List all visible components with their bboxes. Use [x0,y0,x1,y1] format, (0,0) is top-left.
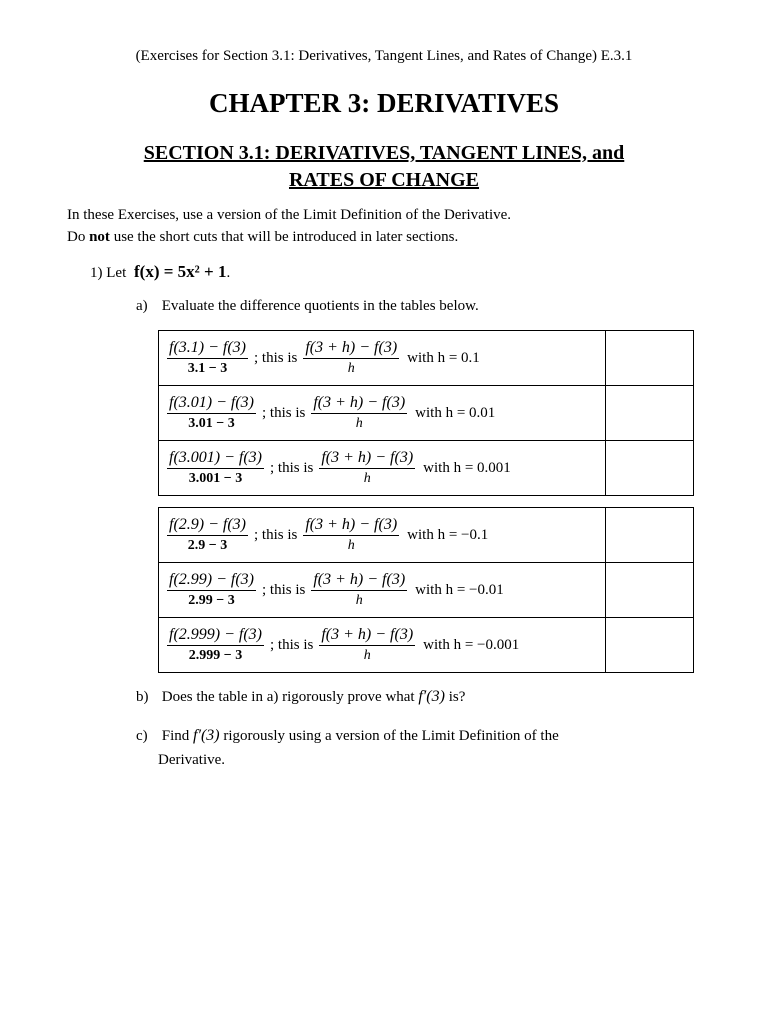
section-title-line-2: RATES OF CHANGE [288,169,480,191]
quotient-numerator: f(2.99) − f(3) [167,571,256,591]
specific-difference-quotient [167,449,264,487]
intro-line-2-post: use the short cuts that will be introduced in later sections. [109,229,459,245]
this-is-text: ; this is [270,459,314,476]
general-numerator: f(3 + h) − f(3) [303,516,399,536]
answer-cell[interactable] [605,331,693,386]
intro-line-2-pre: Do [67,229,90,245]
quotient-numerator: f(2.9) − f(3) [167,516,248,536]
quotient-expression-cell [159,331,606,386]
table-row [159,331,694,386]
part-b-math: f′(3) [418,688,445,705]
part-a-label: a) [136,298,148,314]
general-denominator: h [347,538,355,553]
answer-cell[interactable] [605,441,693,496]
quotient-denominator: 2.99 − 3 [188,593,235,608]
table-row [159,563,694,618]
specific-difference-quotient [167,394,256,432]
general-numerator: f(3 + h) − f(3) [311,571,407,591]
general-denominator: h [347,361,355,376]
section-title-line-1: SECTION 3.1: DERIVATIVES, TANGENT LINES, and [143,142,625,164]
section-title [0,140,768,194]
general-denominator: h [355,593,363,608]
quotient-expression-cell [159,508,606,563]
quotient-numerator: f(3.001) − f(3) [167,449,264,469]
h-value-text: with h = −0.001 [423,636,520,653]
general-denominator: h [355,416,363,431]
part-c-math: f′(3) [193,727,220,744]
part-b-post: is? [448,689,466,705]
quotient-expression-cell [159,563,606,618]
general-numerator: f(3 + h) − f(3) [319,626,415,646]
chapter-title: CHAPTER 3: DERIVATIVES [208,88,560,118]
this-is-text: ; this is [262,404,306,421]
part-c-pre: Find [161,728,190,744]
general-difference-quotient [303,516,399,554]
general-difference-quotient [319,626,415,664]
quotient-denominator: 2.999 − 3 [188,648,243,663]
specific-difference-quotient [167,516,248,554]
general-denominator: h [363,648,371,663]
table-row [159,508,694,563]
answer-cell[interactable] [605,386,693,441]
specific-difference-quotient [167,571,256,609]
part-c [136,724,676,772]
general-numerator: f(3 + h) − f(3) [303,339,399,359]
difference-quotient-table-positive [158,330,694,496]
quotient-expression-cell [159,618,606,673]
quotient-numerator: f(3.01) − f(3) [167,394,256,414]
quotient-denominator: 3.1 − 3 [187,361,228,376]
part-a-text: Evaluate the difference quotients in the tables below. [161,298,479,314]
answer-cell[interactable] [605,508,693,563]
general-numerator: f(3 + h) − f(3) [311,394,407,414]
table-row [159,386,694,441]
general-difference-quotient [319,449,415,487]
intro-text [67,204,707,248]
table-row [159,618,694,673]
general-difference-quotient [303,339,399,377]
part-c-line-1 [136,724,676,748]
quotient-denominator: 2.9 − 3 [187,538,228,553]
part-b-pre: Does the table in a) rigorously prove what [161,689,415,705]
part-a [136,298,479,315]
this-is-text: ; this is [270,636,314,653]
part-c-label: c) [136,728,148,744]
intro-line-2-bold: not [89,229,110,245]
quotient-expression-cell [159,441,606,496]
problem-1-text: Let [106,265,127,281]
answer-cell[interactable] [605,563,693,618]
general-difference-quotient [311,571,407,609]
part-c-post: rigorously using a version of the Limit Definition of the [223,728,559,744]
quotient-numerator: f(3.1) − f(3) [167,339,248,359]
intro-line-1: In these Exercises, use a version of the Limit Definition of the Derivative. [67,207,512,223]
page-header: (Exercises for Section 3.1: Derivatives, Tangent Lines, and Rates of Change) E.3.1 [135,48,633,64]
h-value-text: with h = 0.1 [407,349,480,366]
part-b [136,688,465,706]
general-denominator: h [363,471,371,486]
answer-cell[interactable] [605,618,693,673]
quotient-denominator: 3.01 − 3 [188,416,235,431]
this-is-text: ; this is [262,581,306,598]
this-is-text: ; this is [254,349,298,366]
problem-1-period: . [226,265,231,281]
h-value-text: with h = 0.001 [423,459,511,476]
problem-1-function: f(x) = 5x² + 1 [134,262,227,281]
h-value-text: with h = −0.1 [407,526,489,543]
intro-line-2 [67,226,707,248]
table-row [159,441,694,496]
specific-difference-quotient [167,626,264,664]
this-is-text: ; this is [254,526,298,543]
problem-1-label: 1) [90,265,103,281]
part-c-line-2: Derivative. [158,752,226,768]
part-b-label: b) [136,689,149,705]
h-value-text: with h = 0.01 [415,404,496,421]
general-numerator: f(3 + h) − f(3) [319,449,415,469]
general-difference-quotient [311,394,407,432]
problem-1 [90,262,230,282]
quotient-expression-cell [159,386,606,441]
quotient-numerator: f(2.999) − f(3) [167,626,264,646]
quotient-denominator: 3.001 − 3 [188,471,243,486]
h-value-text: with h = −0.01 [415,581,504,598]
specific-difference-quotient [167,339,248,377]
difference-quotient-table-negative [158,507,694,673]
